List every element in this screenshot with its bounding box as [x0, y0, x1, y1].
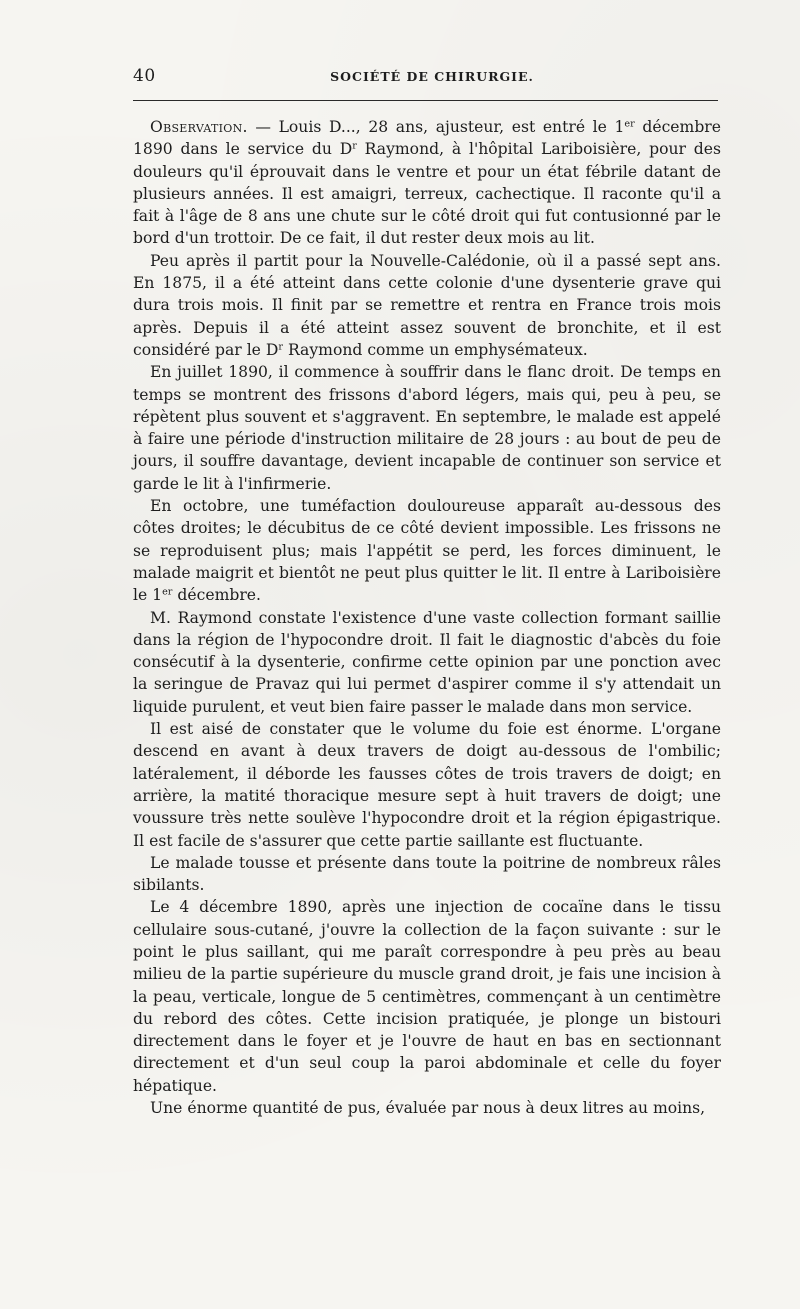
paragraph-foie: Il est aisé de constater que le volume du foie est énorme. L'organe descend en avant à deux travers de doigt au-dessous de l'ombilic; latéralement, il déborde les fausses côtes de trois travers de doigt; en arrière, la matité thoracique mesure sept à huit travers de doigt; une voussure très nette soulève l'hypocondre droit et la région épigastrique. Il est facile de s'assurer que cette partie saillante est fluctuante.	[133, 720, 721, 850]
paragraph-raymond: M. Raymond constate l'existence d'une vaste collection formant saillie dans la région de l'hypocondre droit. Il fait le diagnostic d'abcès du foie consécutif à la dysenterie, confirme cette opinion par une ponction avec la seringue de Pravaz qui lui permet d'aspirer comme il s'y attendait un liquide purulent, et veut bien faire passer le malade dans mon service.	[133, 608, 721, 716]
observation-lead: Observation.	[150, 118, 248, 136]
header-rule	[133, 100, 718, 101]
paragraph-pus: Une énorme quantité de pus, évaluée par nous à deux litres au moins,	[150, 1099, 706, 1118]
page-number: 40	[133, 66, 156, 86]
paragraph-toux: Le malade tousse et présente dans toute la poitrine de nombreux râles sibilants.	[133, 853, 721, 895]
running-title: SOCIÉTÉ DE CHIRURGIE.	[330, 69, 534, 84]
paragraph-juillet: En juillet 1890, il commence à souffrir dans le flanc droit. De temps en temps se montrent des frissons d'abord légers, mais qui, peu à peu, se répètent plus souvent et s'aggravent. En septembre, le malade est appelé à faire une période d'instruction militaire de 28 jours : au bout de peu de jours, il souffre davantage, devient incapable de continuer son service et garde le lit à l'infirmerie.	[133, 363, 721, 493]
paragraph-text: — Louis D..., 28 ans, ajusteur, est entré le 1er décembre 1890 dans le service du $D^r$ Raymond, à l'hôpital Lariboisière, pour des douleurs qu'il éprouvait dans le ventre et pour un état fébrile datant de plusieurs années. Il est amaigri, terreux, cachectique. Il raconte qu'il a fait à l'âge de 8 ans une chute sur le côté droit qui fut contusionné par le bord d'un trottoir. De ce fait, il dut rester deux mois au lit.	[133, 118, 722, 248]
paragraph-octobre: En octobre, une tuméfaction douloureuse apparaît au-dessous des côtes droites; le décubitus de ce côté devient impossible. Les frissons ne se reproduisent plus; mais l'appétit se perd, les forces diminuent, le malade maigrit et bientôt ne peut plus quitter le lit. Il entre à Lariboisière le 1er décembre.	[133, 497, 721, 605]
paragraph-caledonie: Peu après il partit pour la Nouvelle-Calédonie, où il a passé sept ans. En 1875, il a été atteint dans cette colonie d'une dysenterie grave qui dura trois mois. Il finit par se remettre et rentra en France trois mois après. Depuis il a été atteint assez souvent de bronchite, et il est considéré par le $D^r$ Raymond comme un emphysémateux.	[133, 251, 721, 359]
article-body	[133, 116, 721, 1119]
running-header	[133, 66, 721, 88]
paragraph-observation	[133, 116, 721, 250]
paragraph-operation: Le 4 décembre 1890, après une injection de cocaïne dans le tissu cellulaire sous-cutané, j'ouvre la collection de la façon suivante : sur le point le plus saillant, qui me paraît correspondre à peu près au beau milieu de la partie supérieure du muscle grand droit, je fais une incision à la peau, verticale, longue de 5 centimètres, commençant à un centimètre du rebord des côtes. Cette incision pratiquée, je plonge un bistouri directement dans le foyer et je l'ouvre de haut en bas en sectionnant directement et d'un seul coup la paroi abdominale et celle du foyer hépatique.	[133, 898, 721, 1095]
